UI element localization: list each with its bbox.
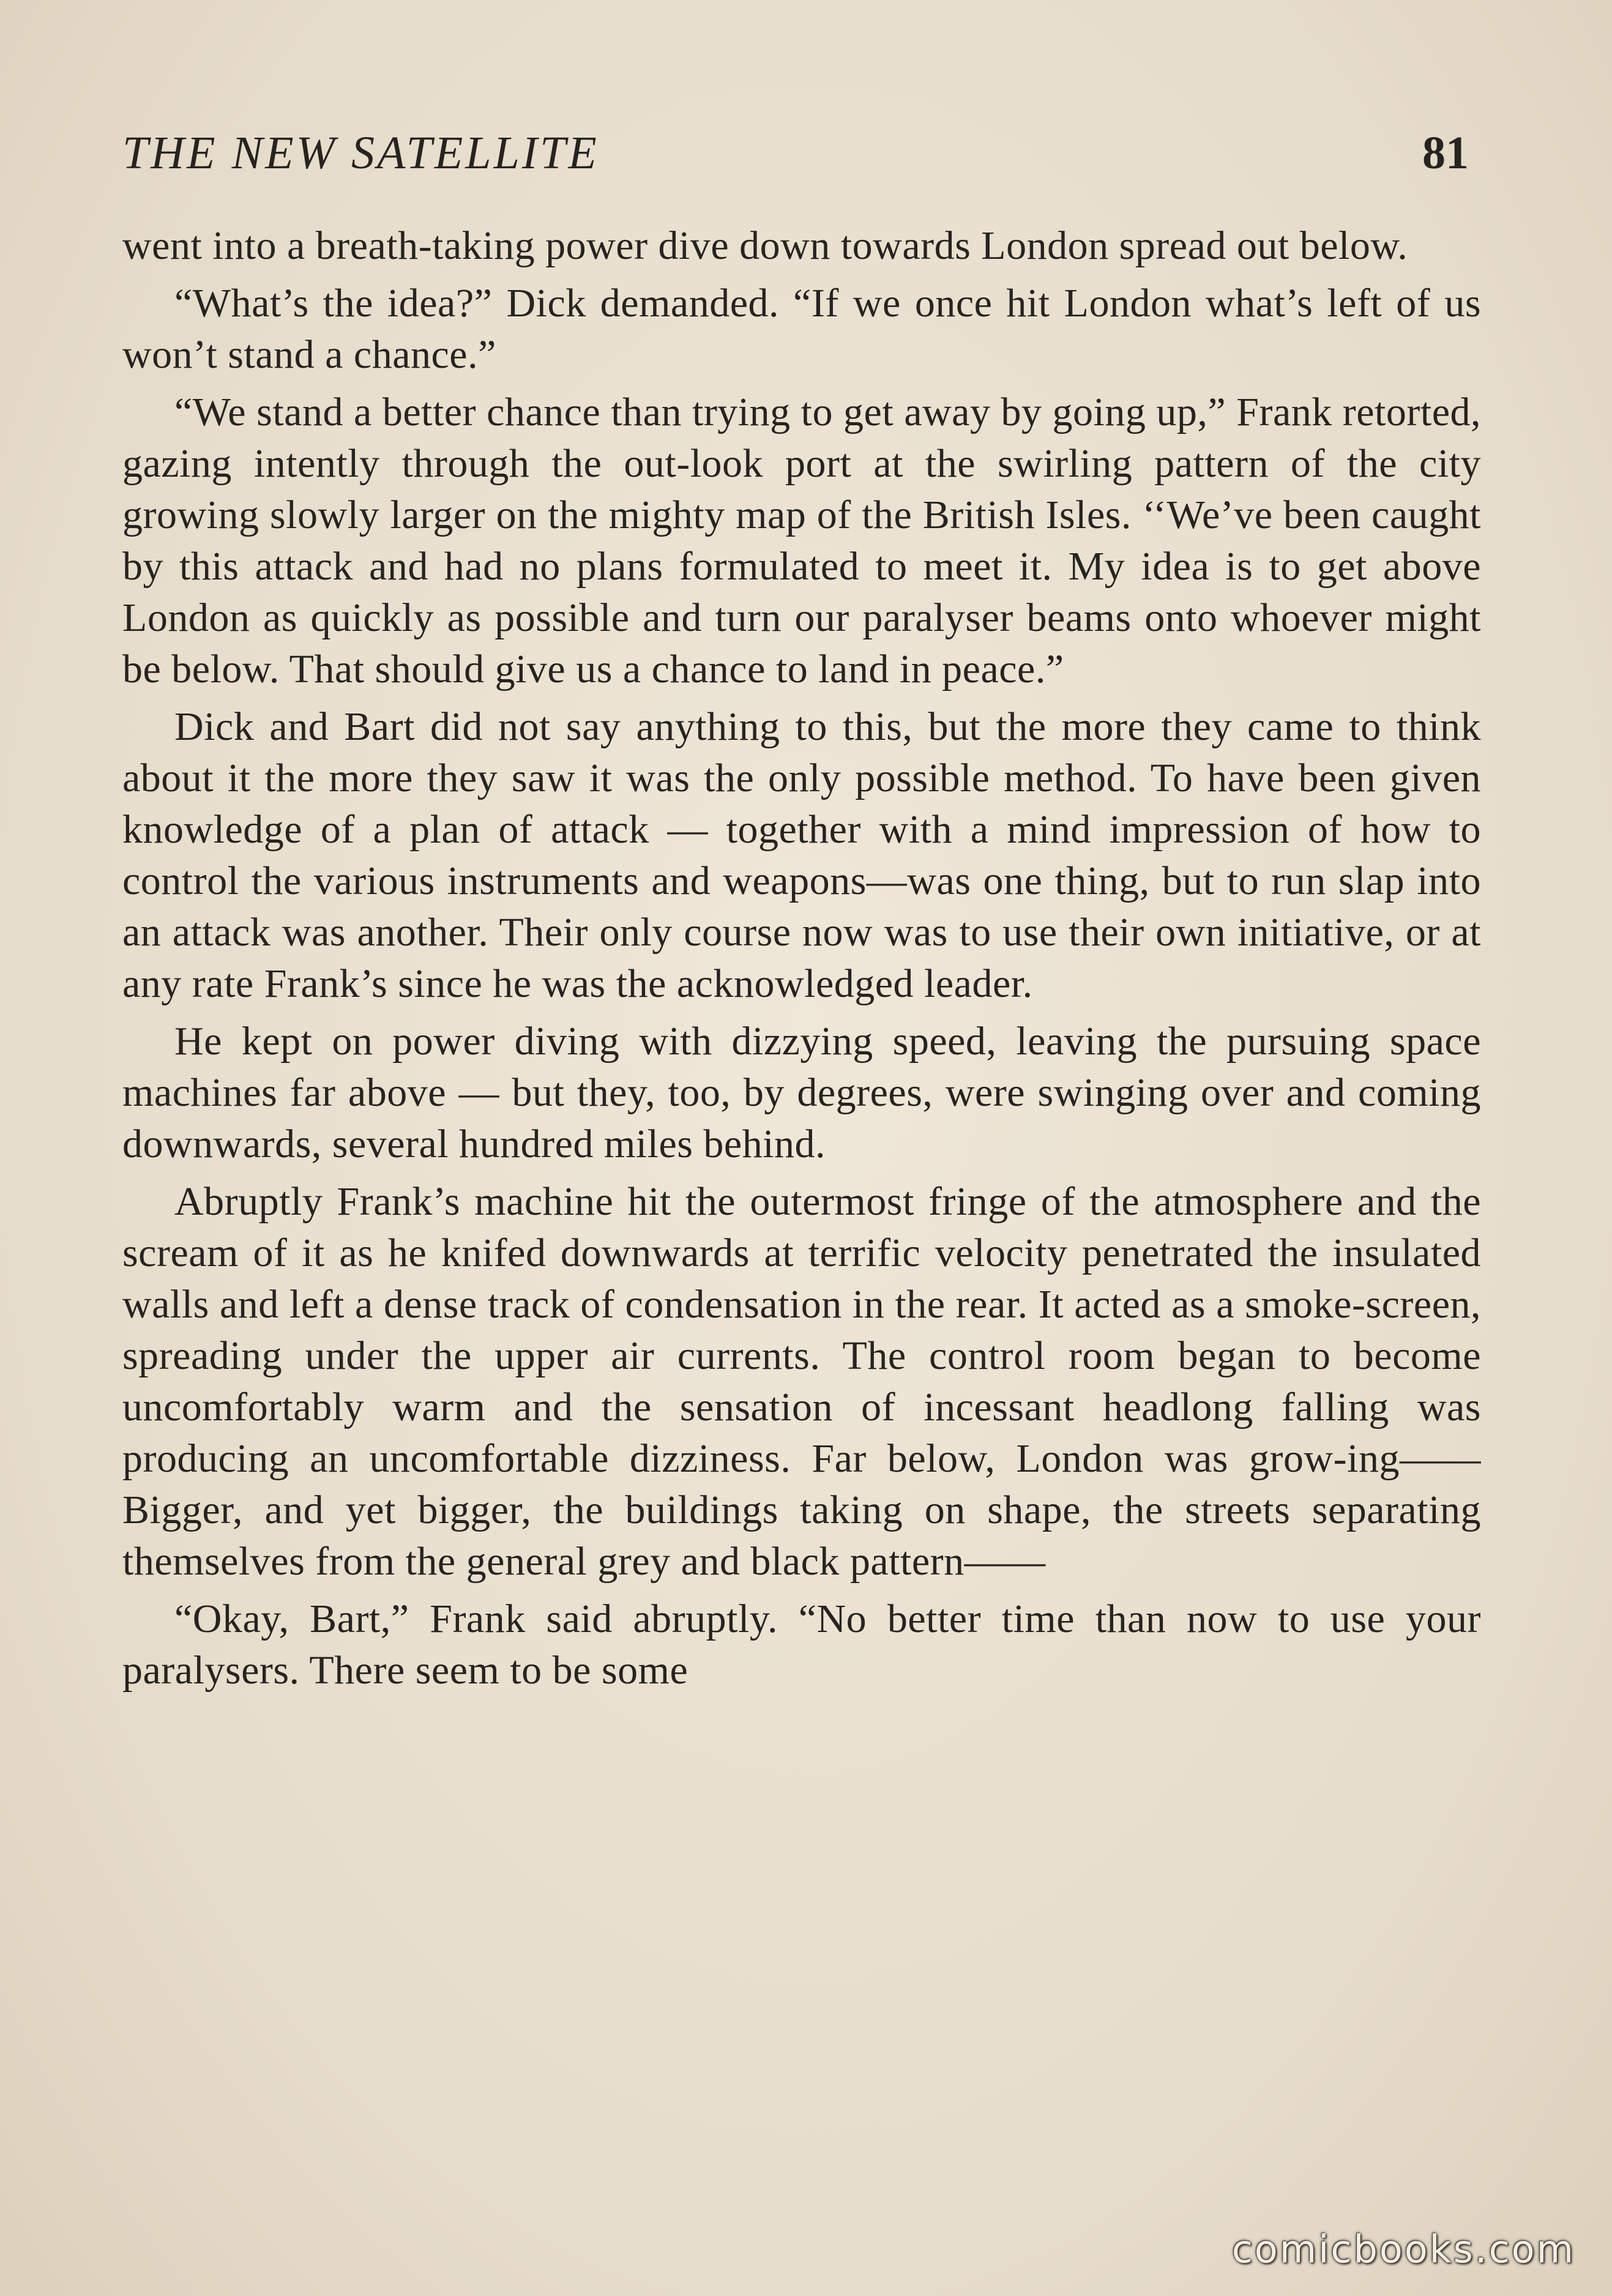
paragraph-5: He kept on power diving with dizzying speed, leaving the pursuing space machines far above — but they, too, by degrees, were swinging over and coming downwards, several hundred miles behind.	[122, 1019, 1481, 1166]
paragraph-4: Dick and Bart did not say anything to this, but the more they came to think about it the more they saw it was the only possible method. To have been given knowledge of a plan of attack — together with a mind impression of how to control the various instruments and weapons—was one thing, but to run slap into an attack was another. Their only course now was to use their own initiative, or at any rate Frank’s since he was the acknowledged leader.	[122, 704, 1481, 1006]
paragraph-6: Abruptly Frank’s machine hit the outermost fringe of the atmosphere and the scream of it as he knifed downwards at terrific velocity penetrated the insulated walls and left a dense track of condensation in the rear. It acted as a smoke-screen, spreading under the upper air currents. The control room began to become uncomfortably warm and the sensation of incessant headlong falling was producing an uncomfortable dizziness. Far below, London was grow-ing—— Bigger, and yet bigger, the buildings taking on shape, the streets separating themselves from the general grey and black pattern——	[122, 1179, 1481, 1584]
paragraph-1: went into a breath-taking power dive down towards London spread out below.	[122, 223, 1408, 268]
paragraph-3: “We stand a better chance than trying to get away by going up,” Frank retorted, gazing intently through the out-look port at the swirling pattern of the city growing slowly larger on the mighty map of the British Isles. ‘‘We’ve been caught by this attack and had no plans formulated to meet it. My idea is to get above London as quickly as possible and turn our paralyser beams onto whoever might be below. That should give us a chance to land in peace.”	[122, 390, 1481, 691]
paragraph-7: “Okay, Bart,” Frank said abruptly. “No better time than now to use your paralysers. There seem to be some	[122, 1597, 1481, 1693]
page-number: 81	[1422, 127, 1469, 179]
paragraph-2: “What’s the idea?” Dick demanded. “If we once hit London what’s left of us won’t stand a chance.”	[122, 281, 1481, 377]
watermark: comicbooks.com	[1231, 2227, 1575, 2272]
book-page	[122, 119, 1481, 1702]
body-text	[122, 220, 1481, 1696]
running-title: THE NEW SATELLITE	[122, 127, 599, 179]
running-head	[122, 119, 1481, 187]
